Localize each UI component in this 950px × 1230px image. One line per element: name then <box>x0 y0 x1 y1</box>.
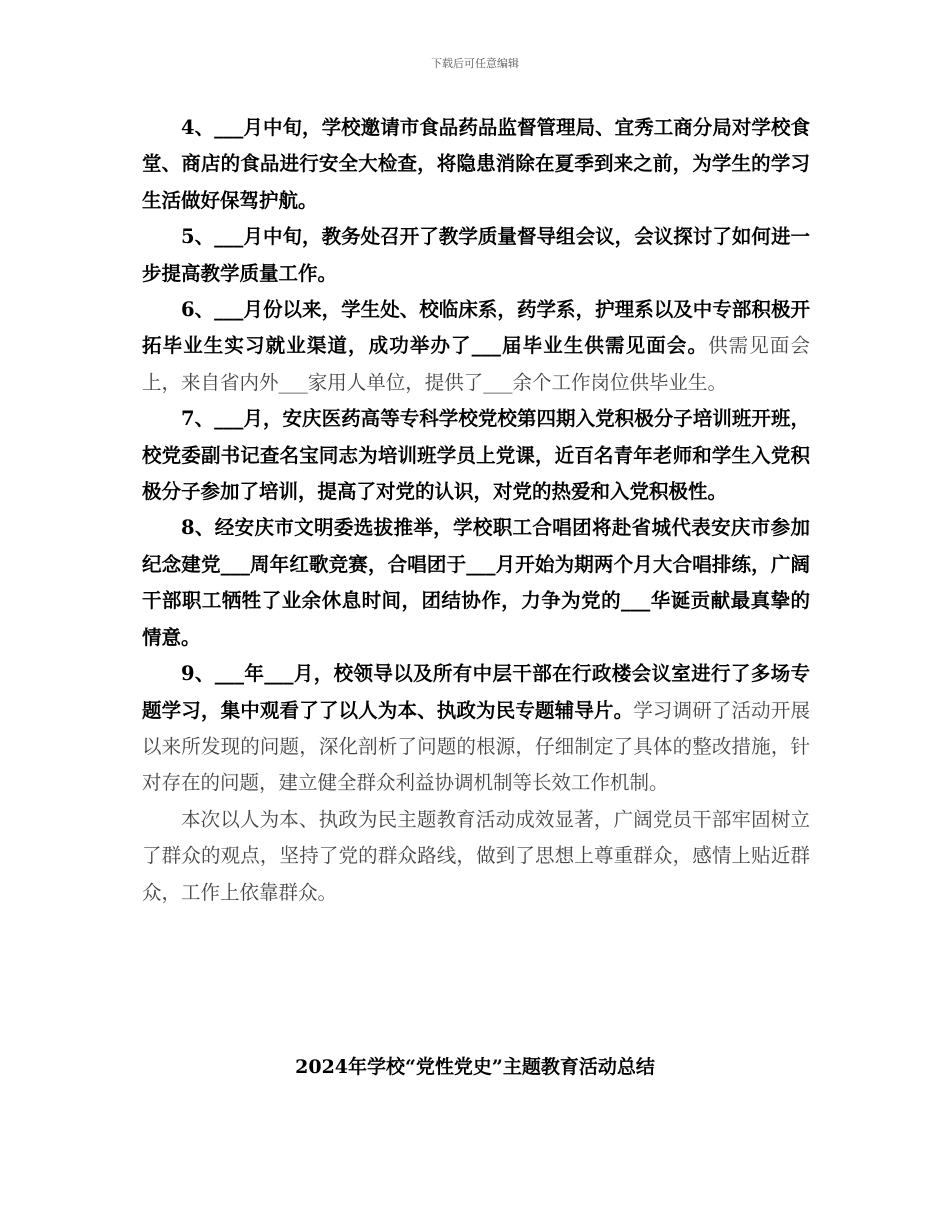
paragraph-item-5 <box>142 219 810 292</box>
page-header: 下载后可任意编辑 <box>431 57 519 70</box>
paragraph-item-6 <box>142 292 810 401</box>
paragraph-item-8 <box>142 510 810 656</box>
paragraph-bold-text: 5、___月中旬，教务处召开了教学质量督导组会议，会议探讨了如何进一步提高教学质量工作。 <box>142 225 810 285</box>
paragraph-bold-text: 8、经安庆市文明委选拔推举，学校职工合唱团将赴省城代表安庆市参加纪念建党___周年红歌竞赛，合唱团于___月开始为期两个月大合唱排练，广阔干部职工牺牲了业余休息时间，团结协作，力争为党的___华诞贡献最真挚的情意。 <box>142 516 810 649</box>
paragraph-bold-text: 9、___年___月，校领导以及所有中层干部在行政楼会议室进行了多场专题学习，集中观看了了以人为本、执政为民专题辅导片。 <box>142 662 810 722</box>
paragraph-bold-text: 7、___月，安庆医药高等专科学校党校第四期入党积极分子培训班开班，校党委副书记查名宝同志为培训班学员上党课，近百名青年老师和学生入党积极分子参加了培训，提高了对党的认识，对党的热爱和入党积极性。 <box>142 407 810 504</box>
paragraph-normal-text: 本次以人为本、执政为民主题教育活动成效显著，广阔党员干部牢固树立了群众的观点，坚持了党的群众路线，做到了思想上尊重群众，感情上贴近群众，工作上依靠群众。 <box>142 807 810 904</box>
paragraph-item-4 <box>142 110 810 219</box>
paragraph-item-9 <box>142 656 810 802</box>
section-title: 2024年学校“党性党史”主题教育活动总结 <box>295 1056 655 1078</box>
paragraph-bold-text: 4、___月中旬，学校邀请市食品药品监督管理局、宜秀工商分局对学校食堂、商店的食品进行安全大检查，将隐患消除在夏季到来之前，为学生的学习生活做好保驾护航。 <box>142 116 810 212</box>
paragraph-normal-text: 学习调研了活动开展以来所发现的问题，深化剖析了问题的根源，仔细制定了具体的整改措施，针对存在的问题，建立健全群众利益协调机制等长效工作机制。 <box>142 698 810 795</box>
document-body <box>142 110 810 911</box>
paragraph-summary <box>142 802 810 911</box>
paragraph-item-7 <box>142 401 810 510</box>
paragraph-bold-text: 6、___月份以来，学生处、校临床系，药学系，护理系以及中专部积极开拓毕业生实习就业渠道，成功举办了___届毕业生供需见面会。 <box>142 298 810 358</box>
paragraph-normal-text: 供需见面会上，来自省内外___家用人单位，提供了___余个工作岗位供毕业生。 <box>142 334 810 394</box>
